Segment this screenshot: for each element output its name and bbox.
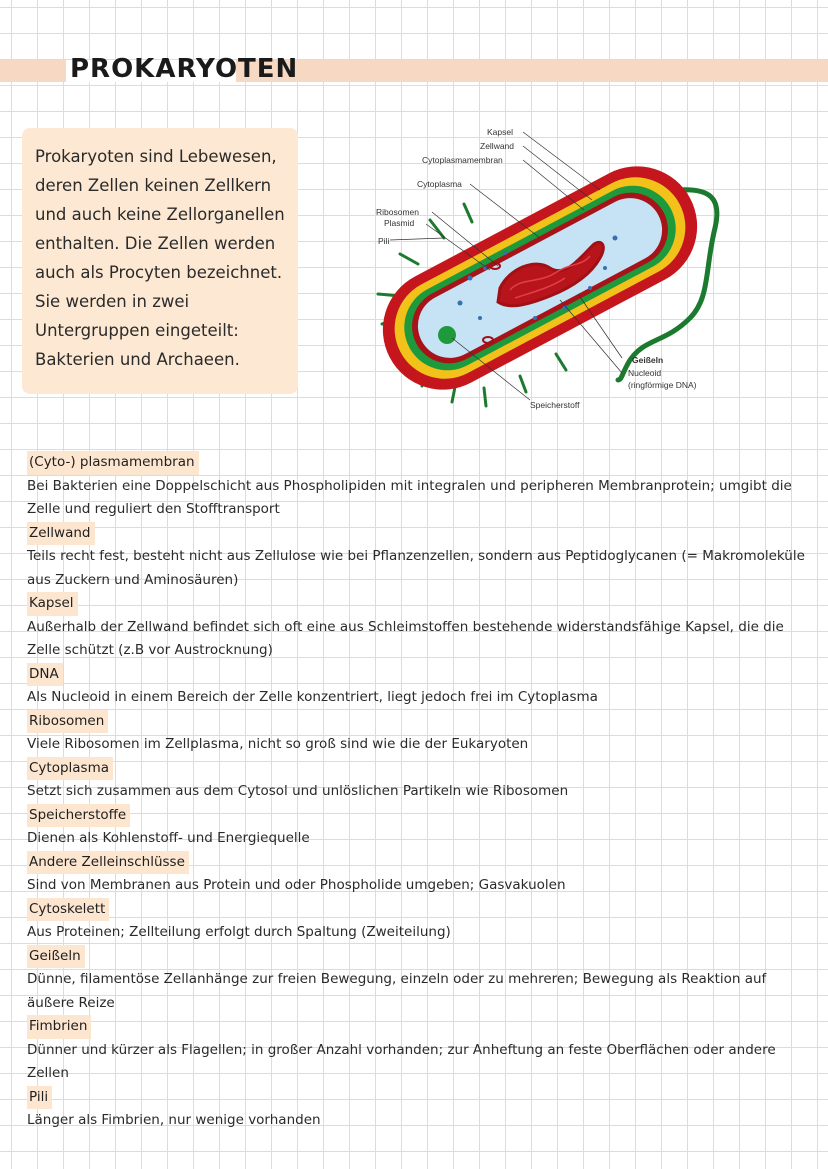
glossary-entry-geisseln bbox=[27, 945, 807, 1016]
glossary-entry-ribosomen bbox=[27, 710, 807, 757]
glossary-entry-zellwand bbox=[27, 522, 807, 593]
cell-diagram-svg bbox=[360, 118, 720, 418]
glossary-term: Ribosomen bbox=[27, 710, 108, 734]
glossary-term: Andere Zelleinschlüsse bbox=[27, 851, 189, 875]
intro-text: Prokaryoten sind Lebewesen, deren Zellen keinen Zellkern und auch keine Zellorganellen enthalten. Die Zellen werden auch als Procyten bezeichnet. Sie werden in zwei Untergruppen eingeteilt: Bakterien und Archaeen. bbox=[35, 147, 285, 369]
glossary-entry-dna bbox=[27, 663, 807, 710]
glossary-entry-pili bbox=[27, 1086, 807, 1133]
glossary-entry-fimbrien bbox=[27, 1015, 807, 1086]
glossary-definition: Außerhalb der Zellwand befindet sich oft eine aus Schleimstoffen bestehende widerstandsfähige Kapsel, die die Zelle schützt (z.B vor Austrocknung) bbox=[27, 618, 784, 658]
glossary-entry-cytoskelett bbox=[27, 898, 807, 945]
label-geisseln: Geißeln bbox=[632, 355, 664, 365]
glossary-term: Kapsel bbox=[27, 592, 78, 616]
glossary-definition: Aus Proteinen; Zellteilung erfolgt durch Spaltung (Zweiteilung) bbox=[27, 924, 451, 940]
page-title: PROKARYOTEN bbox=[70, 54, 299, 84]
label-ribosomen: Ribosomen bbox=[376, 207, 419, 217]
glossary-term: Geißeln bbox=[27, 945, 85, 969]
glossary-entry-plasmamembran bbox=[27, 451, 807, 522]
glossary-entry-speicherstoffe bbox=[27, 804, 807, 851]
label-plasmid: Plasmid bbox=[384, 218, 415, 228]
glossary-definition: Sind von Membranen aus Protein und oder Phospholide umgeben; Gasvakuolen bbox=[27, 877, 566, 893]
glossary-definition: Länger als Fimbrien, nur wenige vorhanden bbox=[27, 1112, 321, 1128]
label-nucleoid-sub: (ringförmige DNA) bbox=[628, 380, 697, 390]
glossary-term: (Cyto-) plasmamembran bbox=[27, 451, 199, 475]
glossary-term: Cytoplasma bbox=[27, 757, 113, 781]
intro-box bbox=[22, 128, 298, 394]
label-kapsel: Kapsel bbox=[487, 127, 513, 137]
prokaryote-cell-diagram bbox=[360, 118, 720, 418]
glossary-definition: Dünner und kürzer als Flagellen; in großer Anzahl vorhanden; zur Anheftung an feste Oberflächen oder andere Zellen bbox=[27, 1041, 776, 1081]
glossary-term: Zellwand bbox=[27, 522, 95, 546]
label-speicherstoff: Speicherstoff bbox=[530, 400, 580, 410]
glossary-definition: Dienen als Kohlenstoff- und Energiequelle bbox=[27, 830, 310, 846]
label-pili: Pili bbox=[378, 236, 390, 246]
glossary-definition: Bei Bakterien eine Doppelschicht aus Phospholipiden mit integralen und peripheren Membranprotein; umgibt die Zelle und reguliert den Stofftransport bbox=[27, 477, 792, 517]
glossary-entry-kapsel bbox=[27, 592, 807, 663]
label-cytoplasmamembran: Cytoplasmamembran bbox=[422, 155, 503, 165]
glossary-term: Speicherstoffe bbox=[27, 804, 130, 828]
glossary-term: Pili bbox=[27, 1086, 52, 1110]
glossary-entry-cytoplasma bbox=[27, 757, 807, 804]
glossary-definition: Als Nucleoid in einem Bereich der Zelle konzentriert, liegt jedoch frei im Cytoplasma bbox=[27, 689, 598, 705]
glossary-entry-zelleinschluesse bbox=[27, 851, 807, 898]
glossary-term: Cytoskelett bbox=[27, 898, 109, 922]
storage-granule-shape bbox=[438, 326, 456, 344]
glossary-definition: Setzt sich zusammen aus dem Cytosol und unlöslichen Partikeln wie Ribosomen bbox=[27, 783, 569, 799]
label-zellwand: Zellwand bbox=[480, 141, 515, 151]
label-cytoplasma: Cytoplasma bbox=[417, 179, 462, 189]
label-nucleoid: Nucleoid bbox=[628, 368, 662, 378]
glossary-list bbox=[27, 451, 807, 1133]
glossary-definition: Teils recht fest, besteht nicht aus Zellulose wie bei Pflanzenzellen, sondern aus Peptidoglycanen (= Makromoleküle aus Zuckern und Aminosäuren) bbox=[27, 548, 805, 588]
glossary-term: Fimbrien bbox=[27, 1015, 91, 1039]
glossary-definition: Viele Ribosomen im Zellplasma, nicht so groß sind wie die der Eukaryoten bbox=[27, 736, 529, 752]
glossary-definition: Dünne, filamentöse Zellanhänge zur freien Bewegung, einzeln oder zu mehreren; Bewegung als Reaktion auf äußere Reize bbox=[27, 971, 767, 1011]
glossary-term: DNA bbox=[27, 663, 63, 687]
